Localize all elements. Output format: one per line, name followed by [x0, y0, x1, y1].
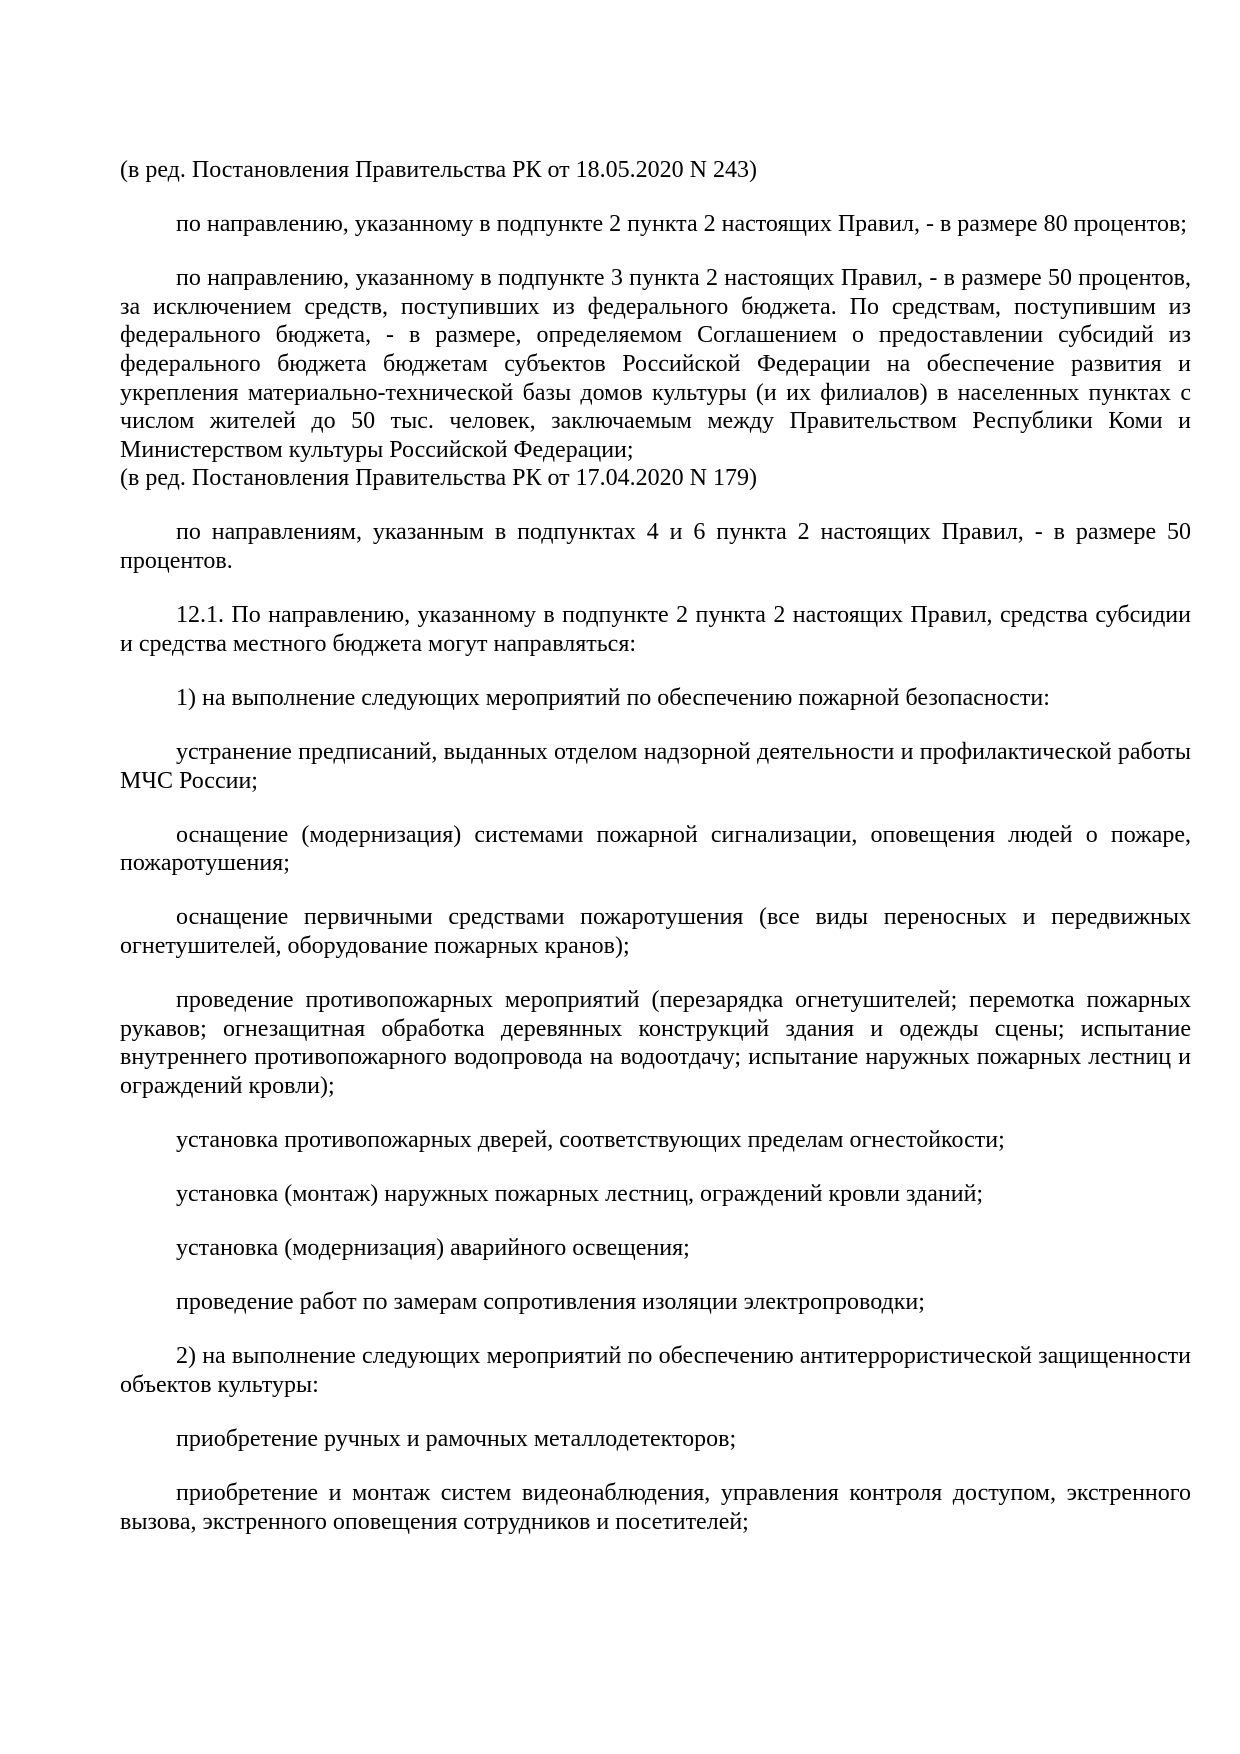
- paragraph: приобретение и монтаж систем видеонаблюдения, управления контроля доступом, экстренного вызова, экстренного оповещения сотрудников и посетителей;: [120, 1480, 1191, 1535]
- paragraph: по направлению, указанному в подпункте 2 пункта 2 настоящих Правил, - в размере 80 процентов;: [176, 211, 1187, 238]
- paragraph: оснащение (модернизация) системами пожарной сигнализации, оповещения людей о пожаре, пожаротушения;: [120, 821, 1191, 877]
- paragraph: установка (модернизация) аварийного освещения;: [176, 1235, 690, 1262]
- paragraph: установка противопожарных дверей, соответствующих пределам огнестойкости;: [176, 1126, 1005, 1153]
- paragraph: установка (монтаж) наружных пожарных лестниц, ограждений кровли зданий;: [176, 1180, 984, 1207]
- paragraph: 12.1. По направлению, указанному в подпункте 2 пункта 2 настоящих Правил, средства субсидии и средства местного бюджета могут направляться:: [120, 602, 1191, 657]
- paragraph: 2) на выполнение следующих мероприятий по обеспечению антитеррористической защищенности объектов культуры:: [120, 1343, 1191, 1398]
- paragraph: проведение противопожарных мероприятий (перезарядка огнетушителей; перемотка пожарных рукавов; огнезащитная обработка деревянных конструкций здания и одежды сцены; испытание внутреннего противопожарного водопровода на водоотдачу; испытание наружных пожарных лестниц и ограждений кровли);: [120, 986, 1191, 1099]
- paragraph: по направлению, указанному в подпункте 3 пункта 2 настоящих Правил, - в размере 50 процентов, за исключением средств, поступивших из федерального бюджета. По средствам, поступившим из федерального бюджета, - в размере, определяемом Соглашением о предоставлении субсидий из федерального бюджета бюджетам субъектов Российской Федерации на обеспечение развития и укрепления материально-технической базы домов культуры (и их филиалов) в населенных пунктах с числом жителей до 50 тыс. человек, заключаемым между Правительством Республики Коми и Министерством культуры Российской Федерации;: [120, 265, 1191, 463]
- amendment-note: (в ред. Постановления Правительства РК от 17.04.2020 N 179): [120, 465, 757, 492]
- document-page: [120, 156, 1191, 1562]
- paragraph: по направлениям, указанным в подпунктах 4 и 6 пункта 2 настоящих Правил, - в размере 50 процентов.: [120, 519, 1191, 575]
- paragraph: проведение работ по замерам сопротивления изоляции электропроводки;: [176, 1289, 925, 1316]
- paragraph: устранение предписаний, выданных отделом надзорной деятельности и профилактической работы МЧС России;: [120, 738, 1191, 794]
- amendment-note: (в ред. Постановления Правительства РК от 18.05.2020 N 243): [120, 157, 757, 183]
- paragraph: 1) на выполнение следующих мероприятий по обеспечению пожарной безопасности:: [176, 684, 1050, 711]
- paragraph: приобретение ручных и рамочных металлодетекторов;: [176, 1425, 737, 1452]
- paragraph: оснащение первичными средствами пожаротушения (все виды переносных и передвижных огнетушителей, оборудование пожарных кранов);: [120, 904, 1191, 959]
